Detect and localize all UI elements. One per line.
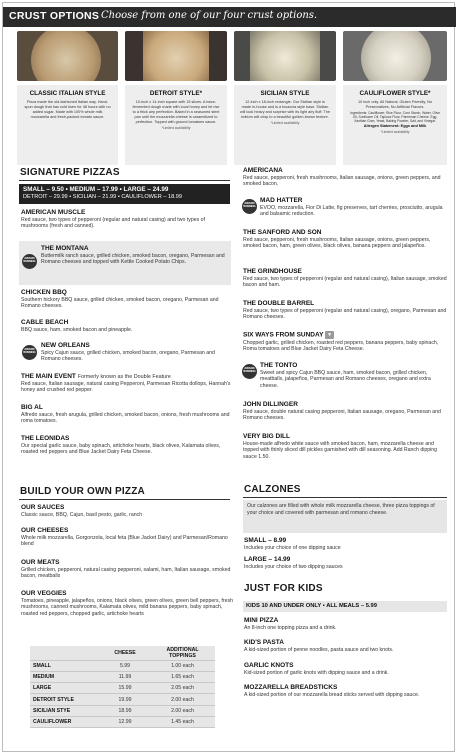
table-cell: MEDIUM — [30, 671, 100, 682]
pizza-very-big-dill — [243, 433, 449, 460]
kids-item-desc: A kid-sized portion of penne noodles, pasta sauce and two knots. — [244, 647, 394, 653]
pizza-name: MAD HATTER — [260, 197, 303, 204]
pizza-desc: Red sauce, two types of pepperoni (regular and natural casing), oregano, Parmesan and Romano cheeses. — [243, 308, 447, 321]
byo-group-name: OUR CHEESES — [21, 527, 69, 534]
pizza-americana — [243, 167, 449, 188]
kids-item-desc: An 8-inch one topping pizza and a drink. — [244, 625, 337, 631]
kids-banner: KIDS 10 AND UNDER ONLY • ALL MEALS – 5.99 — [243, 601, 447, 612]
pizza-the-leonidas — [21, 435, 233, 456]
pizza-name: THE SANFORD AND SON — [243, 229, 322, 236]
table-cell: SICILIAN STYE — [30, 705, 100, 716]
kids-item-name: MOZZARELLA BREADSTICKS — [244, 684, 338, 691]
crust-note: *Limited availability — [161, 126, 191, 130]
pizza-desc: Alfredo sauce, fresh arugula, grilled chicken, smoked bacon, onions, fresh mushrooms and roma tomatoes. — [21, 412, 230, 425]
pizza-name: THE TONTO — [260, 362, 298, 369]
pizza-desc: Red sauce, two types of pepperoni (regular and natural casing), Italian sausage, smoked bacon and ham. — [243, 276, 447, 289]
byo-group-desc: Classic sauce, BBQ, Cajun, basil pesto, garlic, ranch — [21, 512, 143, 518]
pizza-new-orleans — [41, 342, 226, 363]
table-cell: 15.99 — [100, 683, 150, 694]
pizza-name: THE MAIN EVENT — [21, 373, 76, 380]
pizza-name: THE DOUBLE BARREL — [243, 300, 315, 307]
signature-price-bar — [19, 184, 230, 204]
pizza-desc: Southern hickory BBQ sauce, grilled chicken, smoked bacon, oregano, Parmesan and Romano cheeses. — [21, 297, 219, 310]
pizza-name: AMERICAN MUSCLE — [21, 209, 86, 216]
award-badge-icon: AWARD WINNING — [22, 345, 37, 360]
byo-group-desc: Whole milk mozzarella, Gorgonzola, local feta (Blue Jacket Dairy) and Parmesan/Romano blend — [21, 535, 228, 548]
pizza-name: SIX WAYS FROM SUNDAY — [243, 331, 324, 339]
byo-group-name: OUR MEATS — [21, 559, 60, 566]
kids-mini-pizza — [244, 617, 448, 631]
crust-ingredients: Ingredients: Cauliflower, Rice Flour, Corn Starch, Water, Olive Oil, Sunflower Oil, Tapioca Flour, Parmesan Cheese, Egg, Xanthan Gum, Yeast, Baking Powder, Salt, and Vinegar. — [349, 111, 441, 124]
calzones-rule — [243, 497, 447, 498]
kids-title: JUST FOR KIDS — [244, 583, 323, 594]
table-cell: SMALL — [30, 660, 100, 671]
pizza-name: BIG AL — [21, 404, 43, 411]
pizza-chicken-bbq — [21, 289, 233, 310]
pizza-desc: Our special garlic sauce, baby spinach, artichoke hearts, black olives, Kalamata olives, roasted red peppers and Blue Jacket Dairy Feta Cheese. — [21, 443, 221, 456]
pizza-mad-hatter — [260, 197, 450, 218]
pizza-name: VERY BIG DILL — [243, 433, 290, 440]
byo-group-desc: Tomatoes, pineapple, jalapeños, onions, black olives, green olives, green bell peppers, fresh mushrooms, canned mushrooms, Kalamata olives, mild banana peppers, baby spinach, roasted red peppers, chopped garlic, artichoke hearts — [21, 598, 233, 617]
signature-rule — [19, 180, 230, 181]
crust-note: *Limited availability — [270, 121, 300, 125]
pizza-name: THE GRINDHOUSE — [243, 268, 302, 275]
classic-pizza-photo — [17, 31, 118, 81]
detroit-pizza-photo — [125, 31, 227, 81]
table-cell: 1.00 each — [150, 660, 215, 671]
crust-desc: 10-inch x 14-inch square with 15 slices. A twice-fermented dough made with local honey and let rise to a thick airy perfection. Baked in a seasoned steel pan until the mozzarella cheese is caramelized to perfection. Topped with ground tomatoes sauce. — [132, 100, 220, 124]
byo-rule — [19, 499, 230, 500]
byo-veggies — [21, 590, 233, 617]
kids-pasta — [244, 639, 448, 653]
byo-price-table — [30, 646, 215, 728]
pizza-name: CABLE BEACH — [21, 319, 69, 326]
award-badge-icon: AWARD WINNING — [242, 364, 257, 379]
crust-name: CAULIFLOWER STYLE* — [359, 90, 431, 97]
table-cell: DETROIT STYLE — [30, 694, 100, 705]
table-cell: 1.65 each — [150, 671, 215, 682]
pizza-desc: Red sauce, pepperoni, fresh mushrooms, Italian sausage, onions, green peppers, smoked bacon, ham, green olives, black olives, banana peppers and jalapeños. — [243, 237, 431, 250]
table-row — [30, 705, 215, 716]
calzone-desc: Includes your choice of two dipping sauces — [244, 564, 343, 570]
pizza-name: THE LEONIDAS — [21, 435, 70, 442]
crust-desc: 12-inch x 18-inch rectangle. Our Sicilian style is made in-house and is a focaccia style base. Sicilian will look heavy and surprise with its light airy fluff. The bottom will crisp to a beautiful golden-brown texture. — [240, 100, 330, 119]
sicilian-pizza-photo — [234, 31, 336, 81]
pizza-the-main-event — [21, 373, 233, 394]
table-cell: 12.99 — [100, 716, 150, 727]
price-line-1: SMALL – 9.50 • MEDIUM – 17.99 • LARGE – 24.99 — [23, 186, 169, 193]
table-cell: LARGE — [30, 683, 100, 694]
pizza-american-muscle — [21, 209, 233, 230]
crust-note: *Limited availability — [380, 129, 410, 134]
crust-name: SICILIAN STYLE — [260, 90, 310, 97]
calzones-intro: Our calzones are filled with whole milk mozzarella cheese, three pizza toppings of your choice and covered with parmesan and romano cheese. — [247, 503, 435, 516]
table-row — [30, 671, 215, 682]
pizza-name: CHICKEN BBQ — [21, 289, 67, 296]
crust-sicilian — [234, 85, 336, 165]
crust-classic — [17, 85, 118, 165]
calzones-intro-box — [243, 500, 447, 533]
crust-allergen: Allergen Statement: Eggs and Milk — [363, 123, 427, 128]
calzones-title: CALZONES — [244, 484, 301, 495]
table-row — [30, 694, 215, 705]
pizza-sanford-and-son — [243, 229, 449, 250]
kids-item-desc: A kid-sized portion of our mozzarella bread sticks served with dipping sauce. — [244, 692, 420, 698]
pizza-desc: Sweet and spicy Cajun BBQ sauce, ham, smoked bacon, grilled chicken, meatballs, jalapeños, Parmesan and Romano cheeses, oregano and extra cheese. — [260, 370, 431, 389]
signature-title: SIGNATURE PIZZAS — [20, 167, 120, 178]
pizza-desc: Spicy Cajun sauce, grilled chicken, smoked bacon, oregano, Parmesan and Romano cheeses. — [41, 350, 215, 363]
kids-item-name: GARLIC KNOTS — [244, 662, 294, 669]
kids-item-name: KID'S PASTA — [244, 639, 284, 646]
pizza-the-tonto — [260, 362, 450, 389]
kids-item-name: MINI PIZZA — [244, 617, 279, 624]
pizza-john-dillinger — [243, 401, 449, 422]
table-cell: 2.05 each — [150, 683, 215, 694]
table-header — [30, 646, 100, 660]
award-badge-icon: AWARD WINNING — [22, 254, 37, 269]
table-cell: 19.99 — [100, 694, 150, 705]
calzone-name: LARGE – 14.99 — [244, 556, 291, 563]
table-header: CHEESE — [100, 646, 150, 660]
table-header-row — [30, 646, 215, 660]
calzone-small — [244, 537, 448, 551]
byo-group-desc: Grilled chicken, pepperoni, natural casing pepperoni, salami, ham, Italian sausage, smoked bacon, meatballs — [21, 567, 231, 580]
pizza-desc: House-made alfredo white sauce with smoked bacon, ham, mozzarella cheese and topped with thinly sliced dill pickles garnished with dill seasoning. Add Ranch dipping sauce 1.50. — [243, 441, 438, 460]
pizza-name: NEW ORLEANS — [41, 342, 90, 349]
calzone-desc: Includes your choice of one dipping sauce — [244, 545, 341, 551]
table-row — [30, 716, 215, 727]
pizza-desc: EVOO, mozzarella, Fior Di Latte, fig preserves, tart cherries, prosciutto, arugula and balsamic reduction. — [260, 205, 443, 218]
pizza-the-double-barrel — [243, 300, 449, 321]
pizza-desc: Chopped garlic, grilled chicken, roasted red peppers, banana peppers, baby spinach, Roma tomatoes and Blue Jacket Dairy Feta Cheese. — [243, 340, 439, 353]
byo-cheeses — [21, 527, 233, 548]
kids-garlic-knots — [244, 662, 448, 676]
table-row — [30, 683, 215, 694]
pizza-big-al — [21, 404, 233, 425]
crust-name: DETROIT STYLE* — [149, 90, 203, 97]
pizza-the-montana — [41, 245, 226, 266]
crust-header — [3, 7, 456, 27]
pizza-the-grindhouse — [243, 268, 449, 289]
pizza-desc: Buttermilk ranch sauce, grilled chicken, smoked bacon, oregano, Parmesan and Romano cheeses and topped with Kettle Cooked Potato Chips. — [41, 253, 225, 266]
award-badge-icon: AWARD WINNING — [242, 199, 257, 214]
pizza-name: AMERICANA — [243, 167, 283, 174]
table-cell: 2.00 each — [150, 705, 215, 716]
pizza-desc: Red sauce, pepperoni, fresh mushrooms, Italian sausage, onions, green peppers, and smoked bacon. — [243, 175, 441, 188]
calzone-name: SMALL – 8.99 — [244, 537, 287, 544]
crust-name: CLASSIC ITALIAN STYLE — [29, 90, 106, 97]
pizza-six-ways-from-sunday — [243, 331, 449, 353]
crust-desc: 10 inch only. All Natural, Gluten Friendly, No Preservatives, No Artificial Flavors. — [358, 100, 432, 109]
crust-title: CRUST OPTIONS — [9, 10, 100, 22]
crust-desc: Pizza made the old-fashioned Italian way. Hand-spun dough that has cold risen for 48 hours with no added sugar. Made with 100% whole milk mozzarella and fresh-packed tomato sauce. — [24, 100, 111, 119]
byo-group-name: OUR VEGGIES — [21, 590, 67, 597]
pizza-name: JOHN DILLINGER — [243, 401, 298, 408]
table-cell: 1.45 each — [150, 716, 215, 727]
pizza-desc: Red sauce, two types of pepperoni (regular and natural casing) and two types of mushrooms (fresh and canned). — [21, 217, 205, 230]
crust-tagline: Choose from one of our four crust options. — [101, 10, 318, 21]
cauliflower-pizza-photo — [343, 31, 447, 81]
crust-detroit — [125, 85, 227, 165]
byo-sauces — [21, 504, 233, 518]
kids-mozzarella-breadsticks — [244, 684, 448, 698]
price-line-2: DETROIT – 29.99 • SICILIAN – 21.99 • CAULIFLOWER – 18.99 — [23, 194, 182, 200]
pizza-desc: Red sauce, Italian sausage, natural casing Pepperoni, Parmesan Ricotta dollops, Hannah's honey and crushed red pepper. — [21, 381, 231, 394]
table-cell: 2.00 each — [150, 694, 215, 705]
pizza-subtitle: Formerly known as the Double Feature — [77, 374, 171, 380]
pizza-desc: Red sauce, double natural casing pepperoni, Italian sausage, oregano, Parmesan and Romano cheeses. — [243, 409, 441, 422]
kids-item-desc: Kid-sized portion of garlic knots with dipping sauce and a drink. — [244, 670, 389, 676]
pizza-name: THE MONTANA — [41, 245, 89, 252]
table-cell: CAULIFLOWER — [30, 716, 100, 727]
table-header: ADDITIONAL TOPPINGS — [150, 646, 215, 660]
menu-page — [2, 2, 455, 752]
table-cell: 18.99 — [100, 705, 150, 716]
table-row — [30, 660, 215, 671]
chevron-down-icon[interactable]: ▼ — [325, 331, 334, 339]
byo-meats — [21, 559, 233, 580]
pizza-desc: BBQ sauce, ham, smoked bacon and pineapple. — [21, 327, 133, 333]
table-cell: 5.99 — [100, 660, 150, 671]
pizza-cable-beach — [21, 319, 233, 333]
crust-cauliflower — [343, 85, 447, 165]
byo-title: BUILD YOUR OWN PIZZA — [20, 486, 145, 497]
byo-group-name: OUR SAUCES — [21, 504, 65, 511]
table-cell: 11.99 — [100, 671, 150, 682]
calzone-large — [244, 556, 448, 570]
